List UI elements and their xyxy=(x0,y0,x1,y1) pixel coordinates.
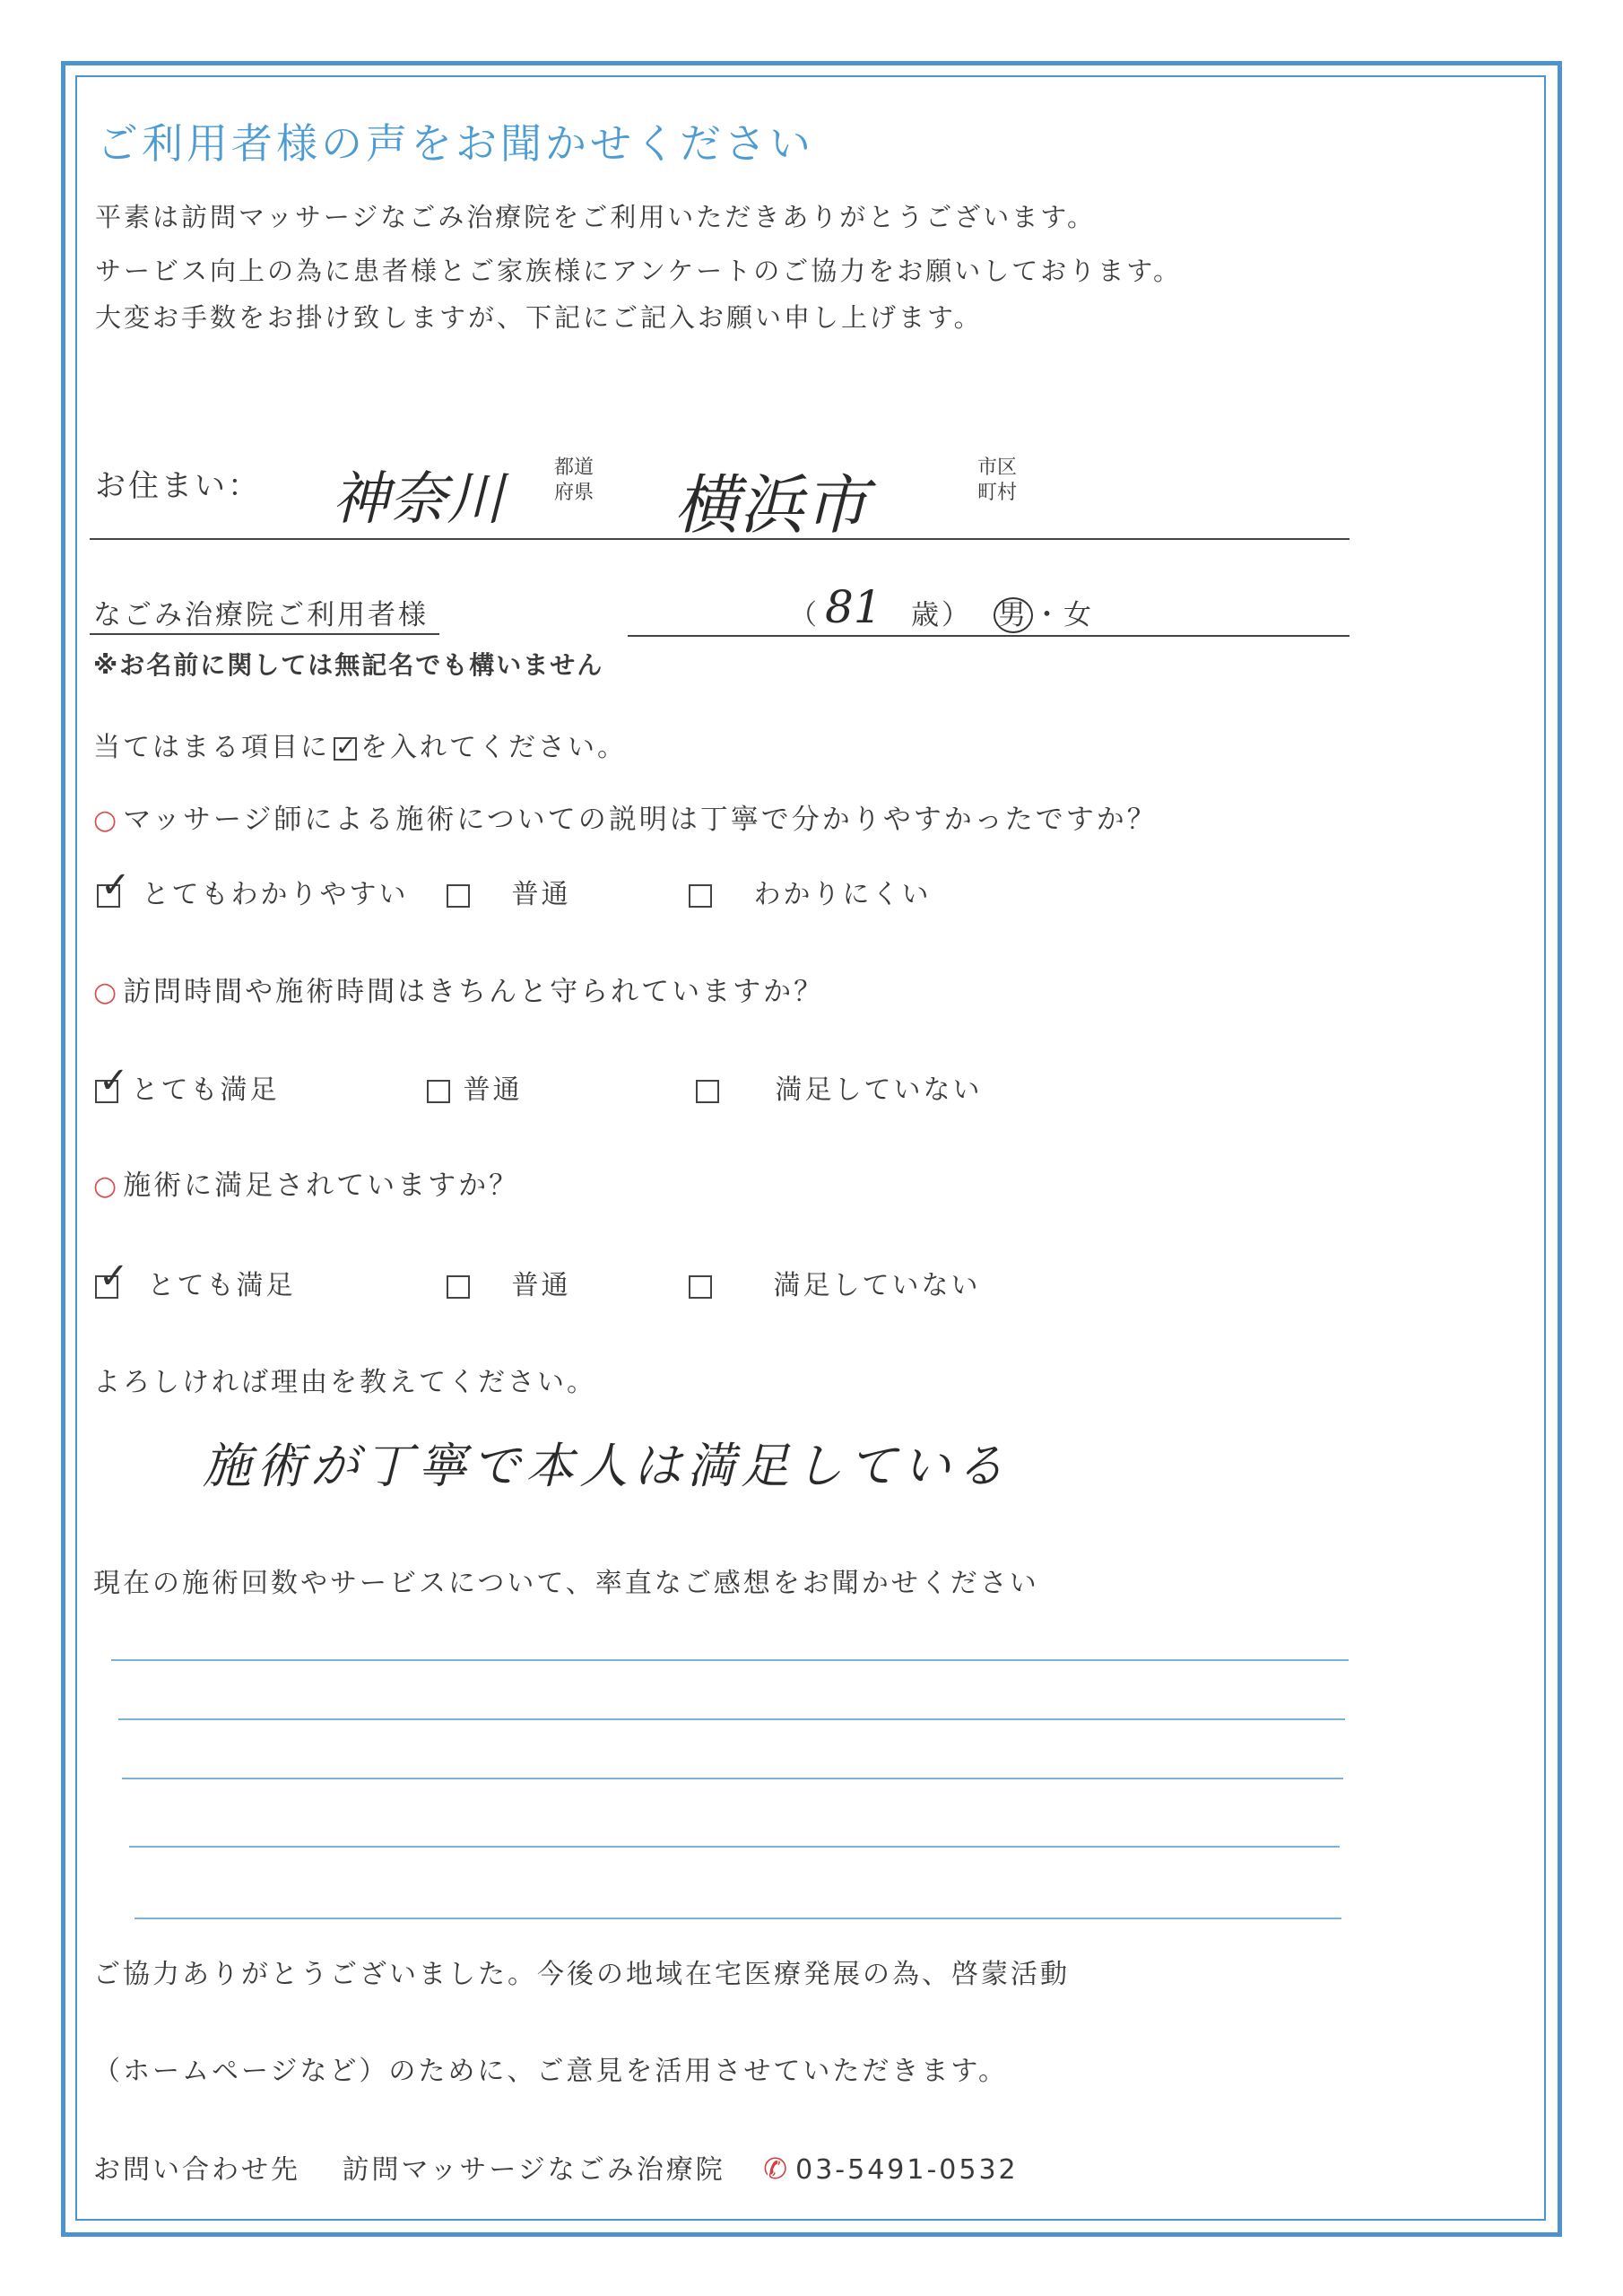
circle-icon: ○ xyxy=(93,1170,120,1202)
inner-frame xyxy=(75,75,1546,2221)
q3-option-3[interactable] xyxy=(689,1263,981,1302)
q2-option-2-checkbox[interactable] xyxy=(427,1080,450,1103)
instruction-after: を入れてください。 xyxy=(360,732,627,763)
q3-option-3-label: 満足していない xyxy=(773,1270,981,1301)
impression-line-4[interactable] xyxy=(129,1846,1340,1848)
question-1 xyxy=(93,796,1158,837)
city-value[interactable]: 横浜市 xyxy=(674,467,869,543)
city-suffix-top: 市区 xyxy=(977,457,1018,479)
example-checkbox xyxy=(334,731,360,761)
check-icon: ✓ xyxy=(335,731,360,761)
address-underline xyxy=(90,538,1350,540)
circle-icon: ○ xyxy=(93,804,120,836)
address-label: お住まい： xyxy=(95,468,261,504)
q1-option-2[interactable] xyxy=(447,872,571,911)
user-underline-left xyxy=(90,633,439,635)
q1-option-2-checkbox[interactable] xyxy=(447,884,470,908)
q2-option-1-label: とても満足 xyxy=(131,1074,280,1106)
closing-line-1: ご協力ありがとうございました。今後の地域在宅医療発展の為、啓蒙活動 xyxy=(93,1959,1070,1990)
q1-option-2-label: 普通 xyxy=(511,879,571,910)
gender-separator: ・ xyxy=(1033,599,1063,631)
q2-option-2[interactable] xyxy=(427,1067,523,1107)
q1-option-1-label: とてもわかりやすい xyxy=(142,879,409,910)
closing-line-2: （ホームページなど）のために、ご意見を活用させていただきます。 xyxy=(93,2056,1008,2087)
prefecture-suffix-top: 都道 xyxy=(554,457,595,479)
q1-option-1-checkbox[interactable] xyxy=(97,864,134,908)
intro-line-3: 大変お手数をお掛け致しますが、下記にご記入お願い申し上げます。 xyxy=(95,302,983,333)
name-note: ※お名前に関しては無記名でも構いません xyxy=(93,650,604,680)
reason-answer[interactable]: 施術が丁寧で本人は満足している xyxy=(203,1438,1010,1494)
page-title: ご利用者様の声をお聞かせください xyxy=(97,119,814,168)
question-1-text: マッサージ師による施術についての説明は丁寧で分かりやすかったですか？ xyxy=(123,804,1158,836)
q3-option-2-label: 普通 xyxy=(511,1270,571,1301)
q1-option-1[interactable] xyxy=(97,864,409,911)
q2-option-1-checkbox[interactable] xyxy=(95,1059,132,1103)
impression-line-1[interactable] xyxy=(111,1659,1349,1661)
instruction xyxy=(93,725,627,764)
age-open: （ xyxy=(789,599,820,631)
q3-option-2-checkbox[interactable] xyxy=(447,1275,470,1299)
contact-label: お問い合わせ先 xyxy=(93,2154,300,2186)
prefecture-value[interactable]: 神奈川 xyxy=(332,466,504,533)
impression-line-2[interactable] xyxy=(118,1718,1345,1720)
q3-option-1-checkbox[interactable] xyxy=(95,1255,132,1299)
q2-option-2-label: 普通 xyxy=(463,1074,523,1106)
question-2 xyxy=(93,969,824,1009)
user-label: なごみ治療院ご利用者様 xyxy=(93,599,429,631)
reason-prompt: よろしければ理由を教えてください。 xyxy=(93,1367,596,1398)
prefecture-suffix xyxy=(554,456,594,506)
gender-female[interactable]: 女 xyxy=(1063,599,1094,631)
question-3 xyxy=(93,1162,519,1203)
intro-line-1: 平素は訪問マッサージなごみ治療院をご利用いただきありがとうございます。 xyxy=(95,202,1096,232)
gender-male[interactable]: 男 xyxy=(994,597,1033,633)
q3-option-1-label: とても満足 xyxy=(147,1270,296,1301)
impression-line-5[interactable] xyxy=(135,1918,1341,1919)
intro-line-2: サービス向上の為に患者様とご家族様にアンケートのご協力をお願いしております。 xyxy=(95,256,1182,286)
city-suffix xyxy=(977,456,1017,506)
city-suffix-bottom: 町村 xyxy=(977,482,1018,504)
gender-selector[interactable] xyxy=(994,592,1094,632)
q3-option-1[interactable] xyxy=(95,1255,296,1302)
impression-line-3[interactable] xyxy=(122,1778,1343,1779)
instruction-before: 当てはまる項目に xyxy=(93,732,330,763)
phone-number[interactable]: 03-5491-0532 xyxy=(795,2154,1019,2186)
q2-option-1[interactable] xyxy=(95,1059,280,1107)
q3-option-3-checkbox[interactable] xyxy=(689,1275,712,1299)
user-underline-right xyxy=(628,635,1350,637)
check-icon: ✓ xyxy=(99,1059,132,1101)
check-icon: ✓ xyxy=(100,864,134,906)
age-close: 歳） xyxy=(911,599,972,631)
contact-block xyxy=(93,2147,1019,2187)
q3-option-2[interactable] xyxy=(447,1263,571,1302)
q1-option-3[interactable] xyxy=(689,872,932,911)
clinic-name: 訪問マッサージなごみ治療院 xyxy=(342,2154,725,2186)
q2-option-3-label: 満足していない xyxy=(775,1074,983,1106)
q1-option-3-checkbox[interactable] xyxy=(689,884,712,908)
prefecture-suffix-bottom: 府県 xyxy=(554,482,595,504)
q2-option-3-checkbox[interactable] xyxy=(696,1080,719,1103)
impression-prompt: 現在の施術回数やサービスについて、率直なご感想をお聞かせください xyxy=(93,1568,1039,1599)
q2-option-3[interactable] xyxy=(696,1067,983,1107)
circle-icon: ○ xyxy=(93,977,120,1008)
age-value[interactable]: 81 xyxy=(825,581,882,633)
check-icon: ✓ xyxy=(99,1255,132,1297)
question-2-text: 訪問時間や施術時間はきちんと守られていますか？ xyxy=(123,976,825,1008)
phone-icon: ✆ xyxy=(763,2152,791,2186)
question-3-text: 施術に満足されていますか？ xyxy=(123,1170,520,1202)
q1-option-3-label: わかりにくい xyxy=(753,879,932,910)
